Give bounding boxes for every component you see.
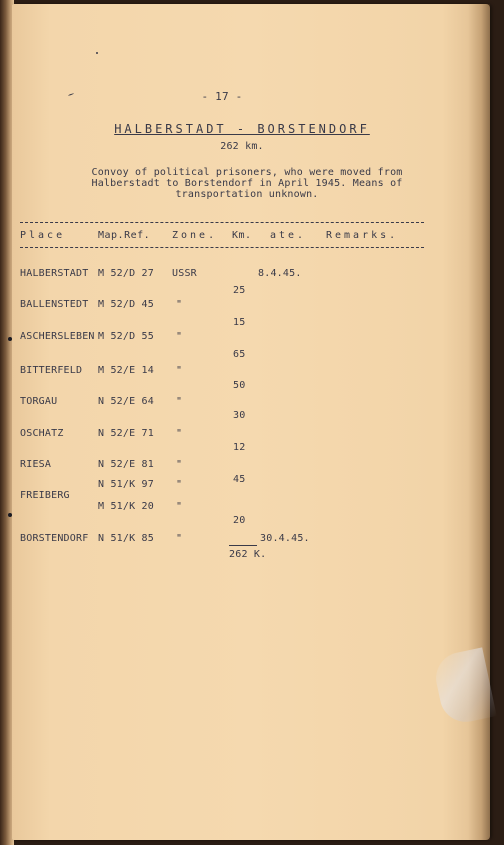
- row-mapref: M 52/D 55: [98, 331, 154, 342]
- segment-distance: 25: [233, 285, 246, 296]
- route-title: HALBERSTADT - BORSTENDORF: [114, 122, 370, 136]
- distance-total: 262 K.: [229, 549, 267, 560]
- row-place: BITTERFELD: [20, 365, 83, 376]
- row-place: FREIBERG: [20, 490, 70, 501]
- header-remarks: Remarks.: [326, 230, 399, 241]
- row-mapref: N 52/E 81: [98, 459, 154, 470]
- row-date: 8.4.45.: [258, 268, 302, 279]
- row-zone: ": [176, 331, 183, 342]
- row-place: BALLENSTEDT: [20, 299, 89, 310]
- page-number: - 17 -: [201, 90, 243, 103]
- row-mapref: N 52/E 64: [98, 396, 154, 407]
- row-zone: ": [176, 479, 183, 490]
- segment-distance: 50: [233, 380, 246, 391]
- segment-distance: 30: [233, 410, 246, 421]
- segment-distance: 65: [233, 349, 246, 360]
- binding-hole: [8, 513, 12, 517]
- row-mapref: N 51/K 97: [98, 479, 154, 490]
- row-zone: ": [176, 396, 183, 407]
- row-place: OSCHATZ: [20, 428, 64, 439]
- row-zone: USSR: [172, 268, 197, 279]
- row-mapref: N 52/E 71: [98, 428, 154, 439]
- row-mapref: N 51/K 85: [98, 533, 154, 544]
- row-mapref: M 52/D 27: [98, 268, 154, 279]
- row-mapref: M 52/E 14: [98, 365, 154, 376]
- row-zone: ": [176, 428, 183, 439]
- binding-hole: [8, 337, 12, 341]
- segment-distance: 20: [233, 515, 246, 526]
- segment-distance: 45: [233, 474, 246, 485]
- document-page: [12, 4, 490, 840]
- row-zone: ": [176, 459, 183, 470]
- header-mapref: Map.Ref.: [98, 230, 151, 241]
- header-rule-bottom: [20, 247, 424, 248]
- row-date: 30.4.45.: [260, 533, 310, 544]
- row-place: RIESA: [20, 459, 52, 470]
- header-date: ate.: [270, 230, 307, 241]
- segment-distance: 15: [233, 317, 246, 328]
- header-km: Km.: [232, 230, 252, 241]
- row-mapref: M 52/D 45: [98, 299, 154, 310]
- row-zone: ": [176, 365, 183, 376]
- convoy-description: Convoy of political prisoners, who were moved from Halberstadt to Borstendorf in April 1945. Means of transportation unknown.: [91, 167, 403, 200]
- row-place: BORSTENDORF: [20, 533, 89, 544]
- total-distance: 262 km.: [220, 141, 264, 152]
- header-place: Place: [20, 230, 66, 241]
- row-place: TORGAU: [20, 396, 58, 407]
- row-zone: ": [176, 501, 183, 512]
- row-zone: ": [176, 299, 183, 310]
- row-place: ASCHERSLEBEN: [20, 331, 95, 342]
- segment-distance: 12: [233, 442, 246, 453]
- sum-underline: [229, 545, 257, 546]
- row-place: HALBERSTADT: [20, 268, 89, 279]
- header-zone: Zone.: [172, 230, 218, 241]
- ink-speck: [96, 52, 98, 54]
- row-zone: ": [176, 533, 183, 544]
- header-rule-top: [20, 222, 424, 223]
- row-mapref: M 51/K 20: [98, 501, 154, 512]
